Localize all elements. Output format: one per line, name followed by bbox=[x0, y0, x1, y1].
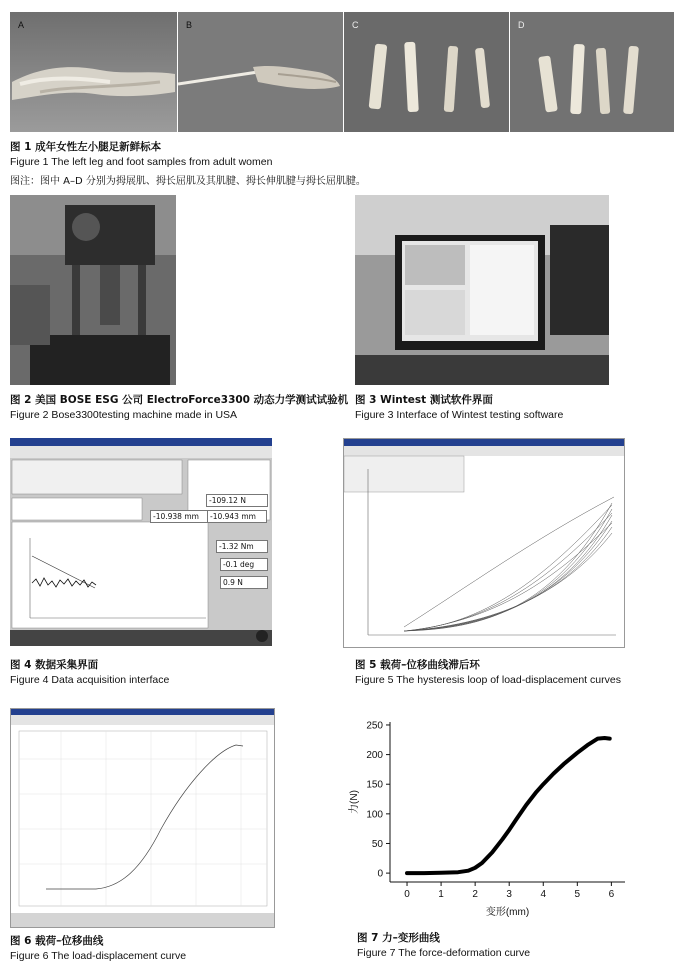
y-tick-label: 250 bbox=[366, 720, 383, 732]
fig2-caption-en: Figure 2 Bose3300testing machine made in USA bbox=[10, 409, 238, 421]
tendon-segments-image bbox=[344, 12, 509, 132]
fig7-caption-en: Figure 7 The force-deformation curve bbox=[357, 947, 531, 959]
y-tick-label: 200 bbox=[366, 750, 383, 762]
testing-machine-image bbox=[10, 195, 176, 385]
fig1-panel-b bbox=[178, 12, 343, 132]
y-tick-label: 100 bbox=[366, 809, 383, 821]
fig1-panel-a bbox=[10, 12, 177, 132]
readout-displacement-1: -10.938 mm bbox=[150, 510, 208, 523]
fig6-caption-en: Figure 6 The load-displacement curve bbox=[10, 950, 187, 962]
fig4-caption-en: Figure 4 Data acquisition interface bbox=[10, 674, 170, 686]
x-tick-label: 6 bbox=[608, 889, 615, 900]
x-axis-label: 变形(mm) bbox=[485, 907, 530, 918]
fig5-screenshot bbox=[343, 438, 625, 648]
fig5-caption-zh: 图 5 载荷–位移曲线滞后环 bbox=[355, 659, 480, 671]
readout-angle: -0.1 deg bbox=[220, 558, 268, 571]
fig1-panel-label: B bbox=[186, 20, 193, 30]
y-tick-label: 150 bbox=[366, 779, 383, 791]
readout-force: -109.12 N bbox=[206, 494, 268, 507]
x-tick-label: 2 bbox=[472, 889, 478, 900]
leg-specimen-image bbox=[10, 12, 177, 132]
load-displacement-window-image bbox=[11, 709, 274, 927]
fig4-caption-zh: 图 4 数据采集界面 bbox=[10, 659, 99, 671]
series-line bbox=[407, 738, 610, 873]
x-tick-label: 0 bbox=[404, 889, 410, 900]
fig7-caption-zh: 图 7 力–变形曲线 bbox=[357, 932, 440, 944]
fig2-caption-zh: 图 2 美国 BOSE ESG 公司 ElectroForce3300 动态力学测试试验机 bbox=[10, 394, 349, 406]
x-tick-label: 4 bbox=[540, 889, 547, 900]
force-deformation-chart bbox=[345, 712, 640, 922]
y-tick-label: 0 bbox=[377, 868, 383, 880]
fig2-photo bbox=[10, 195, 176, 385]
chart-series bbox=[407, 738, 610, 873]
tendon-segments-image bbox=[510, 12, 674, 132]
y-tick-label: 50 bbox=[371, 838, 383, 850]
x-tick-label: 1 bbox=[438, 889, 444, 900]
fig3-caption-en: Figure 3 Interface of Wintest testing software bbox=[355, 409, 564, 421]
readout-load: 0.9 N bbox=[220, 576, 268, 589]
tendon-specimen-image bbox=[178, 12, 343, 132]
fig1-caption-zh: 图 1 成年女性左小腿足新鲜标本 bbox=[10, 141, 162, 153]
fig1-panel-label: A bbox=[18, 20, 25, 30]
fig1-panel-label: C bbox=[352, 20, 359, 30]
fig1-caption-en: Figure 1 The left leg and foot samples from adult women bbox=[10, 156, 273, 168]
fig1-note: 图注：图中 A–D 分别为拇展肌、拇长屈肌及其肌腱、拇长伸肌腱与拇长屈肌腱。 bbox=[10, 176, 366, 187]
fig1-panel-c bbox=[344, 12, 509, 132]
readout-torque: -1.32 Nm bbox=[216, 540, 268, 553]
fig1-panel-d bbox=[510, 12, 674, 132]
fig6-caption-zh: 图 6 载荷–位移曲线 bbox=[10, 935, 104, 947]
fig6-screenshot bbox=[10, 708, 275, 928]
x-tick-label: 5 bbox=[574, 889, 581, 900]
fig3-photo bbox=[355, 195, 609, 385]
chart-ticks bbox=[366, 720, 614, 900]
fig4-screenshot bbox=[10, 438, 272, 646]
fig1-panel-label: D bbox=[518, 20, 525, 30]
fig3-caption-zh: 图 3 Wintest 测试软件界面 bbox=[355, 394, 493, 406]
y-axis-label: 力(N) bbox=[349, 790, 360, 814]
fig5-caption-en: Figure 5 The hysteresis loop of load-displacement curves bbox=[355, 674, 621, 686]
hysteresis-window-image bbox=[344, 439, 624, 647]
monitor-software-image bbox=[355, 195, 609, 385]
readout-displacement-2: -10.943 mm bbox=[207, 510, 267, 523]
x-tick-label: 3 bbox=[506, 889, 512, 900]
